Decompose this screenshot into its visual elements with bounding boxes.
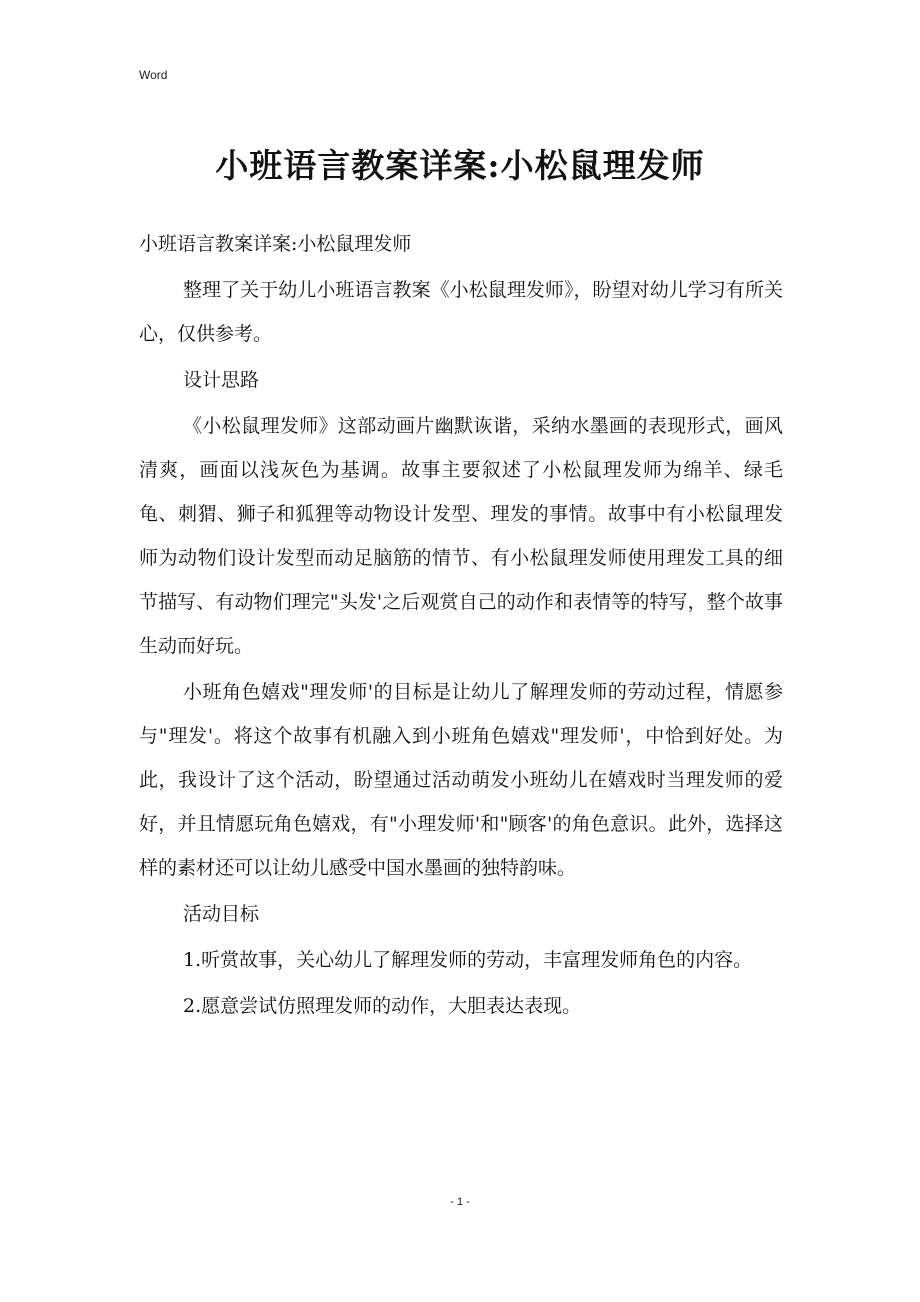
goal-item-2: 2.愿意尝试仿照理发师的动作，大胆表达表现。 xyxy=(183,995,582,1017)
design-paragraph-2: 小班角色嬉戏"理发师'的目标是让幼儿了解理发师的劳动过程，情愿参与"理发'。将这个故事有机融入到小班角色嬉戏"理发师'，中恰到好处。为此，我设计了这个活动，盼望通过活动萌发小班幼儿在嬉戏时当理发师的爱好，并且情愿玩角色嬉戏，有"小理发师'和"顾客'的角色意识。此外，选择这样的素材还可以让幼儿感受中国水墨画的独特韵味。 xyxy=(139,681,783,879)
subtitle-paragraph: 小班语言教案详案:小松鼠理发师 xyxy=(139,233,412,255)
section-heading-design: 设计思路 xyxy=(183,369,260,391)
section-heading-goals: 活动目标 xyxy=(183,903,260,925)
page-number: - 1 - xyxy=(450,1196,470,1208)
intro-paragraph: 整理了关于幼儿小班语言教案《小松鼠理发师》，盼望对幼儿学习有所关心，仅供参考。 xyxy=(139,279,783,345)
goal-item-1: 1.听赏故事，关心幼儿了解理发师的劳动，丰富理发师角色的内容。 xyxy=(183,949,753,971)
document-title: 小班语言教案详案:小松鼠理发师 xyxy=(215,146,705,185)
header-label: Word xyxy=(139,68,168,82)
design-paragraph-1: 《小松鼠理发师》这部动画片幽默诙谐，采纳水墨画的表现形式，画风清爽，画面以浅灰色为基调。故事主要叙述了小松鼠理发师为绵羊、绿毛龟、刺猬、狮子和狐狸等动物设计发型、理发的事情。故事中有小松鼠理发师为动物们设计发型而动足脑筋的情节、有小松鼠理发师使用理发工具的细节描写、有动物们理完"头发'之后观赏自己的动作和表情等的特写，整个故事生动而好玩。 xyxy=(139,415,783,657)
document-body xyxy=(139,222,783,1030)
